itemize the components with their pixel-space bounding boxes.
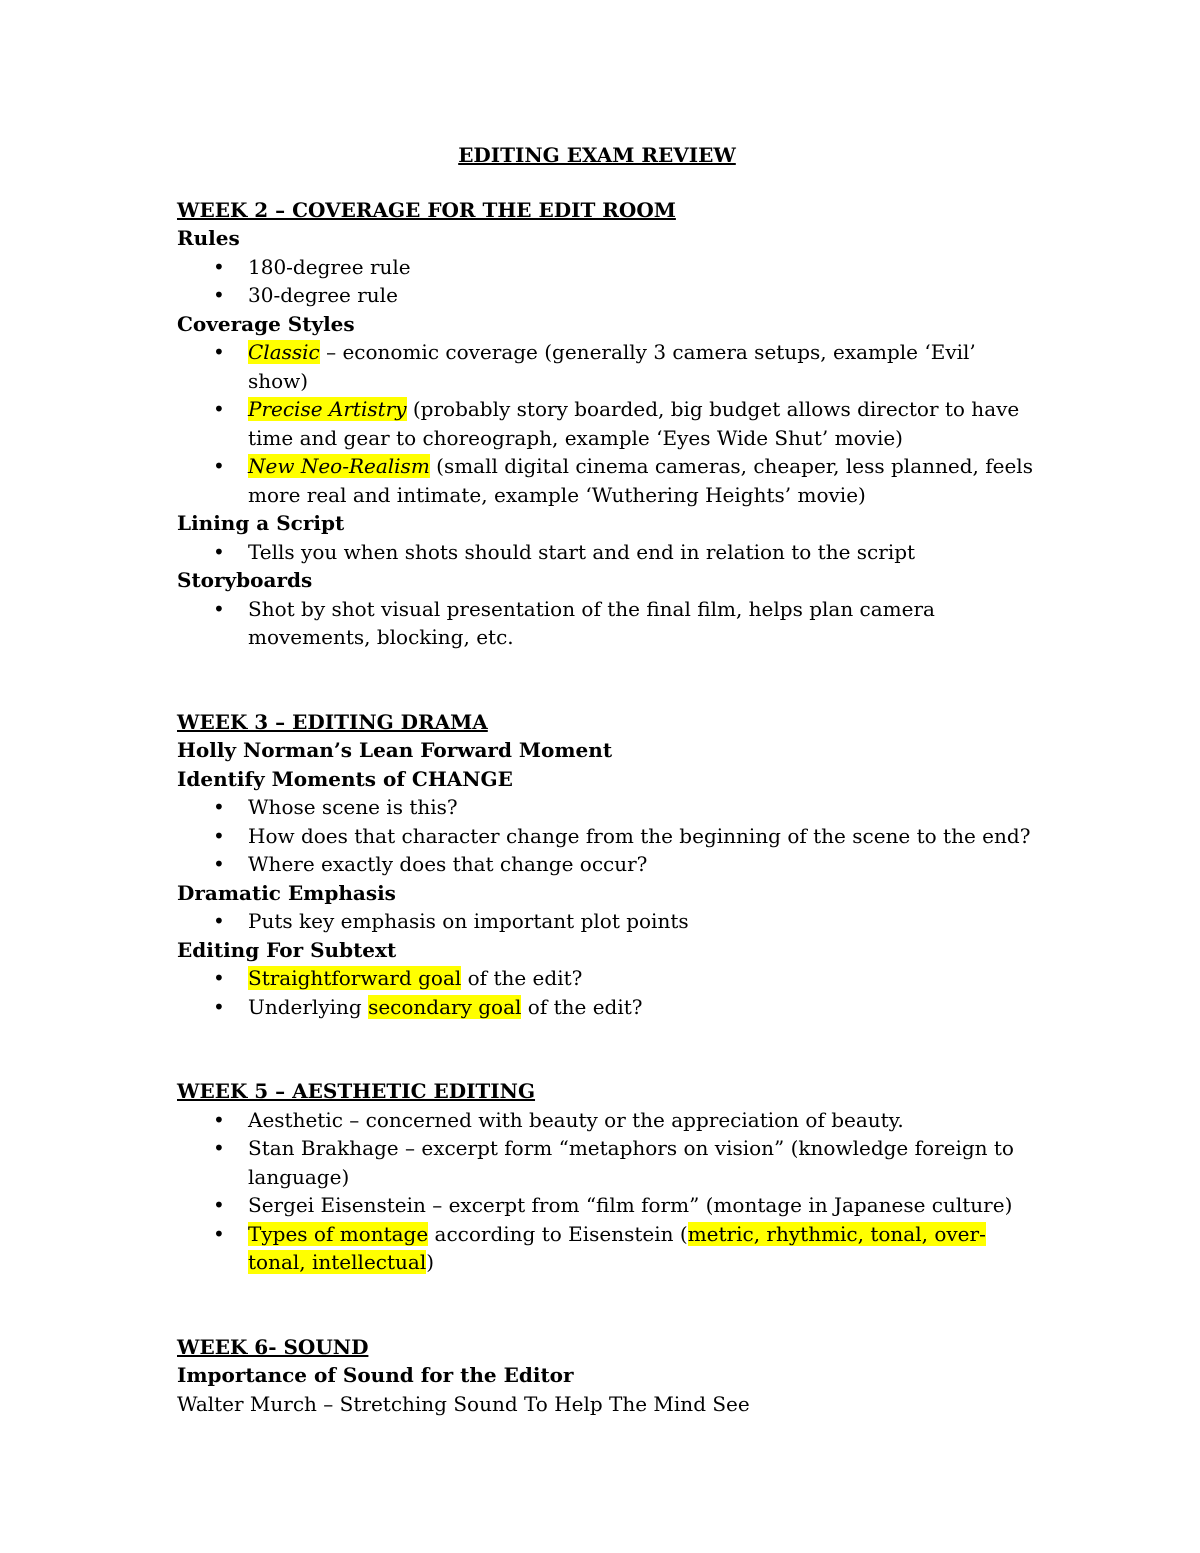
rules-list xyxy=(177,253,1037,310)
lining-script-list xyxy=(177,538,1037,567)
storyboards-heading: Storyboards xyxy=(177,568,313,592)
aesthetic-editing-list xyxy=(177,1106,1037,1277)
coverage-styles-heading: Coverage Styles xyxy=(177,311,355,336)
list-item xyxy=(177,993,1037,1022)
editing-subtext-list xyxy=(177,964,1037,1021)
dramatic-emphasis-heading: Dramatic Emphasis xyxy=(177,880,396,905)
lining-script-heading: Lining a Script xyxy=(177,511,345,535)
neo-realism-term: New Neo-Realism xyxy=(248,454,430,478)
list-item: • Where exactly does that change occur? xyxy=(177,850,1037,879)
week-5-heading: WEEK 5 – AESTHETIC EDITING xyxy=(177,1079,536,1103)
list-item: • Aesthetic – concerned with beauty or the appreciation of beauty. xyxy=(177,1106,1037,1135)
walter-murch-line: Walter Murch – Stretching Sound To Help The Mind See xyxy=(177,1391,750,1416)
classic-term: Classic xyxy=(248,340,320,364)
storyboards-list xyxy=(177,595,1037,652)
lean-forward-heading: Holly Norman’s Lean Forward Moment xyxy=(177,738,613,762)
list-item xyxy=(177,338,1037,395)
precise-artistry-text: (probably story boarded, big budget allows director to have time and gear to choreograph, example ‘Eyes Wide Shut’ movie) xyxy=(248,397,1020,450)
list-item: • Tells you when shots should start and end in relation to the script xyxy=(177,538,1037,567)
week-3-heading: WEEK 3 – EDITING DRAMA xyxy=(177,709,488,734)
montage-types-highlight: metric, rhythmic, tonal, over-tonal, intellectual xyxy=(248,1221,986,1274)
list-item: • Sergei Eisenstein – excerpt from “film form” (montage in Japanese culture) xyxy=(177,1191,1037,1220)
section-week-6 xyxy=(177,1333,1037,1419)
list-item: • Stan Brakhage – excerpt form “metaphors on vision” (knowledge foreign to language) xyxy=(177,1134,1037,1191)
dramatic-emphasis-list xyxy=(177,907,1037,936)
list-item xyxy=(177,452,1037,509)
list-item: • Puts key emphasis on important plot points xyxy=(177,907,1037,936)
editing-subtext-heading: Editing For Subtext xyxy=(177,937,397,962)
week-6-heading: WEEK 6- SOUND xyxy=(177,1334,369,1359)
list-item: • 180-degree rule xyxy=(177,253,1037,282)
neo-realism-text: (small digital cinema cameras, cheaper, less planned, feels more real and intimate, example ‘Wuthering Heights’ movie) xyxy=(248,454,1033,507)
list-item xyxy=(177,964,1037,993)
page-title: EDITING EXAM REVIEW xyxy=(458,143,736,167)
list-item-text: Underlying xyxy=(248,994,369,1019)
list-item: • Whose scene is this? xyxy=(177,793,1037,822)
straightforward-goal-highlight: Straightforward goal xyxy=(248,966,462,990)
list-item: • 30-degree rule xyxy=(177,281,1037,310)
list-item xyxy=(177,395,1037,452)
secondary-goal-highlight: secondary goal xyxy=(368,994,522,1019)
types-of-montage-highlight: Types of montage xyxy=(248,1221,429,1246)
section-week-3 xyxy=(177,708,1037,1022)
list-item xyxy=(177,1220,1037,1277)
week-2-heading: WEEK 2 – COVERAGE FOR THE EDIT ROOM xyxy=(177,197,676,222)
list-item-text: of the edit? xyxy=(521,994,643,1019)
list-item-text: of the edit? xyxy=(461,966,583,990)
coverage-styles-list xyxy=(177,338,1037,509)
list-item: • Shot by shot visual presentation of the final film, helps plan camera movements, blocking, etc. xyxy=(177,595,1037,652)
section-week-5 xyxy=(177,1077,1037,1277)
classic-text: – economic coverage (generally 3 camera setups, example ‘Evil’ show) xyxy=(248,340,976,393)
list-item-text: ) xyxy=(426,1250,435,1274)
document-body xyxy=(177,141,1037,1418)
rules-heading: Rules xyxy=(177,226,240,250)
list-item-text: according to Eisenstein ( xyxy=(428,1221,688,1246)
moments-of-change-heading: Identify Moments of CHANGE xyxy=(177,766,513,791)
moments-of-change-list xyxy=(177,793,1037,879)
list-item: • How does that character change from the beginning of the scene to the end? xyxy=(177,822,1037,851)
precise-artistry-term: Precise Artistry xyxy=(248,397,407,421)
section-week-2 xyxy=(177,196,1037,652)
importance-of-sound-heading: Importance of Sound for the Editor xyxy=(177,1363,574,1387)
